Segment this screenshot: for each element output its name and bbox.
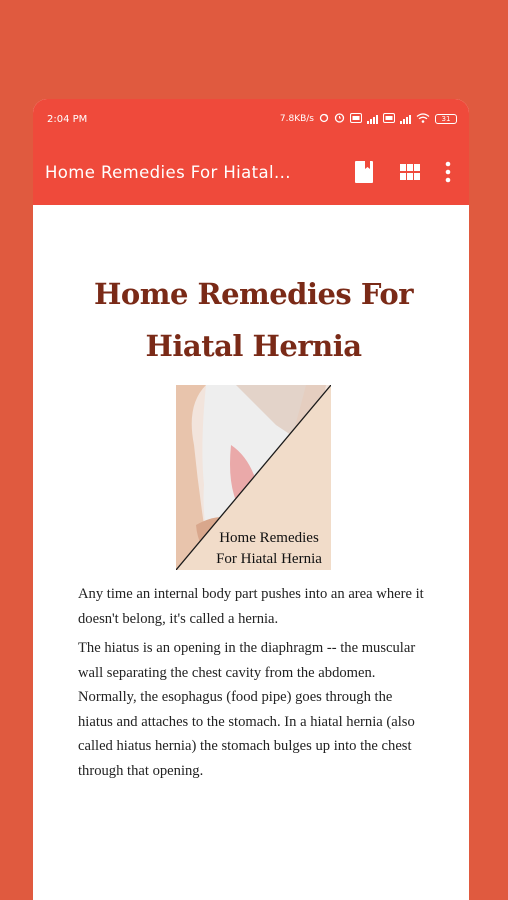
more-options-button[interactable] <box>433 149 463 195</box>
status-time: 2:04 PM <box>47 113 88 125</box>
article-content <box>33 268 469 783</box>
article-paragraph-1: Any time an internal body part pushes into an area where it doesn't belong, it's called a hernia. <box>78 586 424 627</box>
battery-icon <box>435 114 457 124</box>
hd-icon-2 <box>383 113 395 126</box>
hd-icon <box>350 113 362 126</box>
article-image <box>176 385 331 570</box>
signal-icon <box>367 115 378 124</box>
image-caption-line2: For Hiatal Hernia <box>216 551 322 567</box>
status-icons <box>280 112 457 126</box>
alarm-icon <box>334 112 345 126</box>
grid-view-button[interactable] <box>387 149 433 195</box>
article-paragraph-2: The hiatus is an opening in the diaphragm -- the muscular wall separating the chest cavity from the abdomen. Normally, the esophagus (food pipe) goes through the hiatus and attaches to the stomach. In a hiatal hernia (also called hiatus hernia) the stomach bulges up into the chest through that opening. <box>78 640 416 779</box>
wifi-icon <box>416 113 430 126</box>
bookmark-icon <box>353 160 375 184</box>
app-bar <box>33 139 469 205</box>
phone-screen <box>33 99 469 900</box>
article-heading: Home Remedies For Hiatal Hernia <box>94 277 413 363</box>
network-speed: 7.8KB/s <box>279 114 314 124</box>
sync-icon <box>319 113 329 126</box>
signal-icon-2 <box>400 115 411 124</box>
bookmark-button[interactable] <box>341 149 387 195</box>
grid-icon <box>400 164 420 180</box>
battery-level: 31 <box>441 115 451 123</box>
app-bar-title: Home Remedies For Hiatal... <box>45 162 291 182</box>
image-caption <box>210 528 328 570</box>
status-bar <box>33 99 469 139</box>
more-vert-icon <box>445 161 451 183</box>
image-caption-line1: Home Remedies <box>219 530 319 546</box>
